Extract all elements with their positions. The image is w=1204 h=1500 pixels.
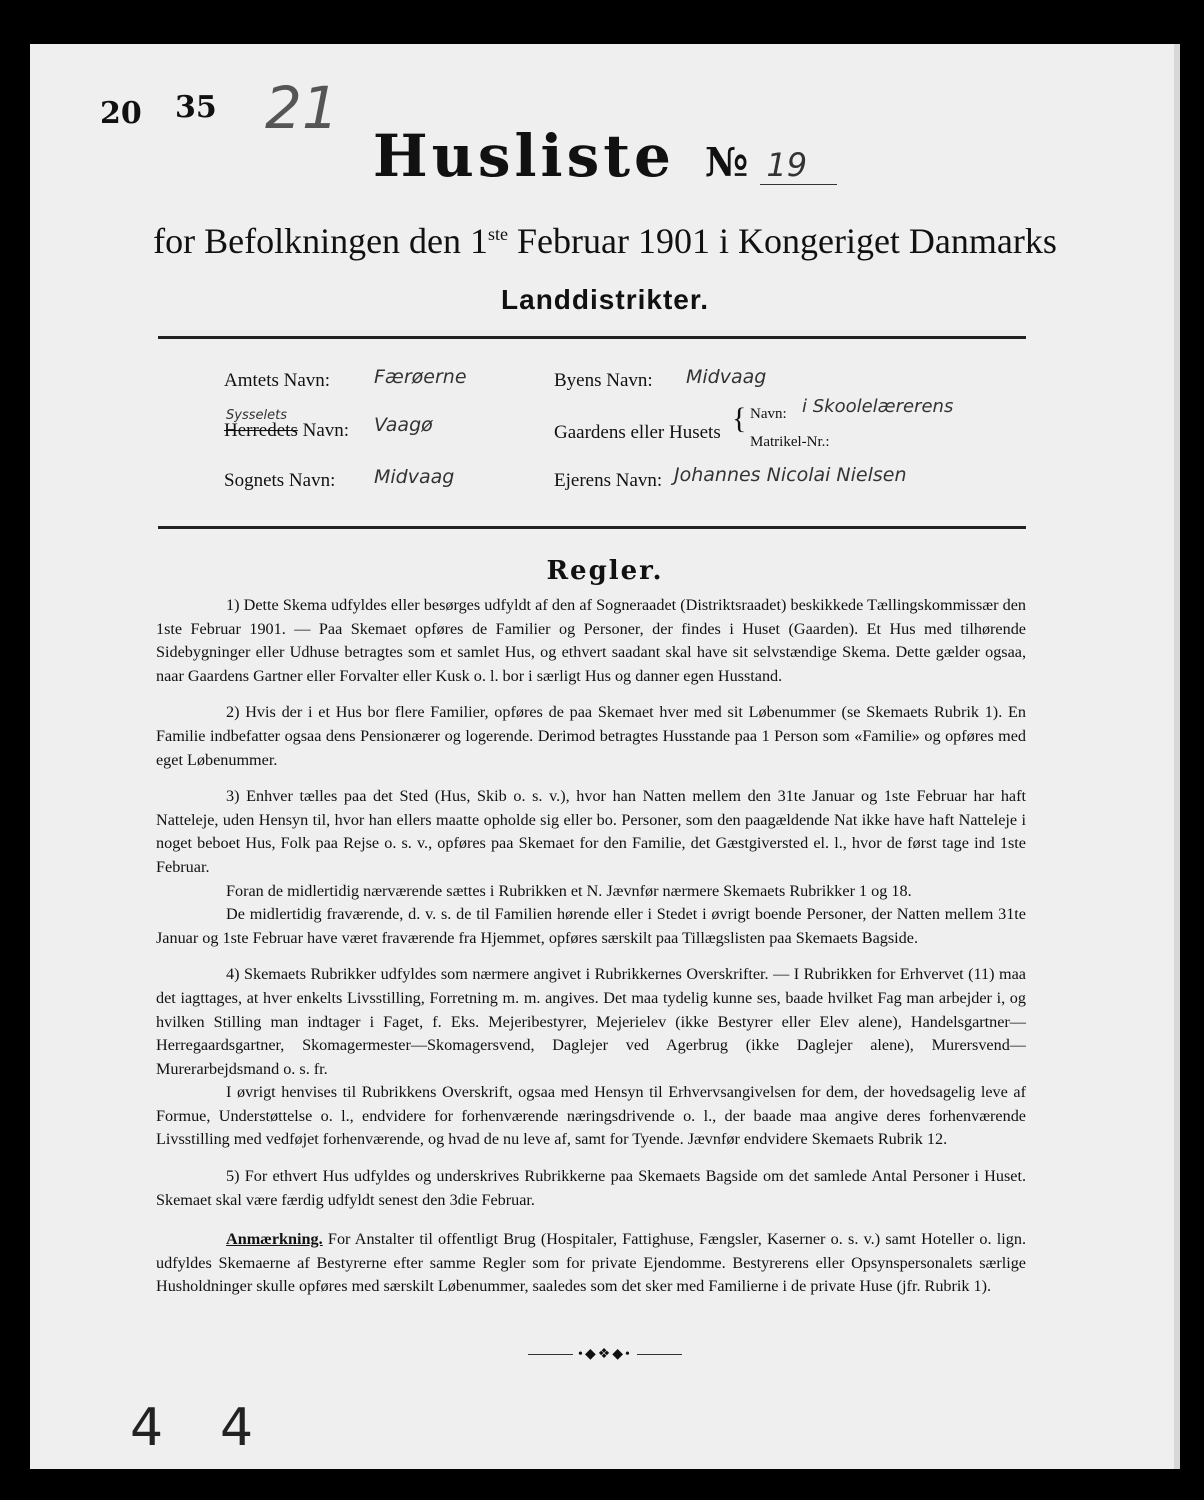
document-page bbox=[30, 44, 1180, 1469]
rule-5: 5) For ethvert Hus udfyldes og underskrives Rubrikkerne paa Skemaets Bagside om det samlede Antal Personer i Huset. Skemaet skal være færdig udfyldt senest den 3die Februar. bbox=[156, 1167, 1026, 1209]
subtitle-district: Landdistrikter. bbox=[501, 284, 709, 315]
ejer-value: Johannes Nicolai Nielsen bbox=[674, 464, 907, 486]
by-label: Byens Navn: bbox=[554, 370, 653, 391]
herred-struck: Herredets bbox=[224, 420, 298, 441]
stamp-number-right: 35 bbox=[175, 90, 217, 125]
by-value: Midvaag bbox=[686, 366, 767, 388]
amt-label: Amtets Navn: bbox=[224, 370, 331, 391]
remark bbox=[156, 1228, 1026, 1299]
amt-value: Færøerne bbox=[374, 366, 467, 388]
herred-label: Navn: bbox=[297, 420, 350, 441]
ornament bbox=[30, 1346, 1180, 1363]
ornament-glyph: •◆❖◆• bbox=[578, 1347, 632, 1362]
rule-3-note-b: De midlertidig fraværende, d. v. s. de til Familien hørende eller i Stedet i øvrigt boende Personer, der Natten mellem 31te Januar og 1ste Februar have været fraværende fra Hjemmet, opføres særskilt paa Tillægslisten paa Skemaets Bagside. bbox=[156, 905, 1026, 947]
bottom-number-right: 4 bbox=[220, 1398, 254, 1458]
handwritten-number: 21 bbox=[265, 74, 339, 142]
ornament-line-right bbox=[637, 1354, 682, 1355]
stamp-number-left: 20 bbox=[100, 96, 142, 131]
sogn-label: Sognets Navn: bbox=[224, 470, 336, 491]
top-rule bbox=[158, 336, 1026, 339]
herred-annotation: Sysselets bbox=[226, 408, 287, 423]
remark-text: For Anstalter til offentligt Brug (Hospitaler, Fattighuse, Fængsler, Kaserner o. s. v.) samt Hoteller o. lign. udfyldes Skemaerne af Bestyrerne efter samme Regler som for private Ejendomme. Bestyrerens eller Opsynspersonalets særlige Husholdninger skulle opføres med særskilt Løbenummer, saaledes som det sker med Familierne i de private Huse (jfr. Rubrik 1). bbox=[156, 1230, 1026, 1296]
rule-4: 4) Skemaets Rubrikker udfyldes som nærmere angivet i Rubrikkernes Overskrifter. — I Rubrikken for Erhvervet (11) maa det iagttages, at hver enkelts Livsstilling, Forretning m. m. angives. Det maa tydelig kunne ses, baade hvilket Fag man arbejder i, og hvilken Stilling man indtager i Faget, f. Eks. Mejeribestyrer, Mejerielev (ikke Bestyrer eller Elev alene), Handelsgartner—Herregaardsgartner, Skomagermester—Skomagersvend, Daglejer ved Agerbrug (ikke Daglejer alene), Murersvend—Murerarbejdsmand o. s. fr. bbox=[156, 965, 1026, 1078]
rules-heading: Regler. bbox=[546, 556, 664, 586]
subtitle-sup: ste bbox=[488, 224, 509, 244]
ejer-label: Ejerens Navn: bbox=[554, 470, 663, 491]
middle-rule bbox=[158, 526, 1026, 529]
rule-3-note-a: Foran de midlertidig nærværende sættes i Rubrikken et N. Jævnfør nærmere Skemaets Rubrikker 1 og 18. bbox=[226, 881, 912, 900]
bottom-number-left: 4 bbox=[130, 1398, 164, 1458]
remark-label: Anmærkning. bbox=[226, 1230, 323, 1249]
number-sign: № bbox=[704, 139, 749, 186]
brace: { bbox=[732, 402, 747, 435]
title-main: Husliste bbox=[372, 122, 675, 190]
subtitle-pre: for Befolkningen den 1 bbox=[153, 221, 489, 261]
herred-value: Vaagø bbox=[374, 414, 433, 436]
matrikel-label: Matrikel-Nr.: bbox=[750, 434, 830, 450]
navn-value: i Skoolelærerens bbox=[802, 396, 954, 417]
list-number-handwritten: 19 bbox=[760, 146, 837, 185]
rule-2: 2) Hvis der i et Hus bor flere Familier, opføres de paa Skemaet hver med sit Løbenummer (se Skemaets Rubrik 1). En Familie indbefatter ogsaa dens Pensionærer og logerende. Derimod betragtes Husstande paa 1 Person som «Familie» og opføres med eget Løbenummer. bbox=[156, 703, 1026, 769]
navn-label: Navn: bbox=[750, 406, 787, 422]
rule-4-note: I øvrigt henvises til Rubrikkens Overskrift, ogsaa med Hensyn til Erhvervsangivelsen for dem, der hovedsagelig leve af Formue, Understøttelse o. l., endvidere for forhenværende næringsdrivende o. l., der baade maa angive deres forhenværende Livsstilling med vedføjet forhenværende, og hvad de nu leve af, samt for Tyende. Jævnfør endvidere Skemaets Rubrik 12. bbox=[156, 1083, 1026, 1149]
rules-body bbox=[156, 594, 1026, 1299]
rule-3: 3) Enhver tælles paa det Sted (Hus, Skib o. s. v.), hvor han Natten mellem den 31te Januar og 1ste Februar har haft Natteleje, uden Hensyn til, hvor han ellers maatte opholde sig eller bo. Personer, som den paagældende Nat ikke have haft Natteleje i noget beboet Hus, Folk paa Rejse o. s. v., opføres paa Skemaet for den Familie, det Gæstgiversted el. l., hvor de først tage ind 1ste Februar. bbox=[156, 787, 1026, 876]
subtitle-post: Februar 1901 i Kongeriget Danmarks bbox=[508, 221, 1057, 261]
document-title bbox=[30, 122, 1180, 190]
ornament-line-left bbox=[528, 1354, 573, 1355]
herred-label-line bbox=[224, 420, 349, 442]
sogn-value: Midvaag bbox=[374, 466, 455, 488]
gaard-label: Gaardens eller Husets bbox=[554, 422, 721, 443]
subtitle bbox=[30, 220, 1180, 262]
rule-1: 1) Dette Skema udfyldes eller besørges udfyldt af den af Sogneraadet (Distriktsraadet) beskikkede Tællingskommissær den 1ste Februar 1901. — Paa Skemaet opføres de Familier og Personer, der findes i Huset (Gaarden). Et Hus med tilhørende Sidebygninger eller Udhuse betragtes som et samlet Hus, og ethvert saadant skal have sit selvstændige Skema. Dette gælder ogsaa, naar Gaardens Gartner eller Forvalter eller Kusk o. l. bor i særligt Hus og danner egen Husstand. bbox=[156, 596, 1026, 685]
